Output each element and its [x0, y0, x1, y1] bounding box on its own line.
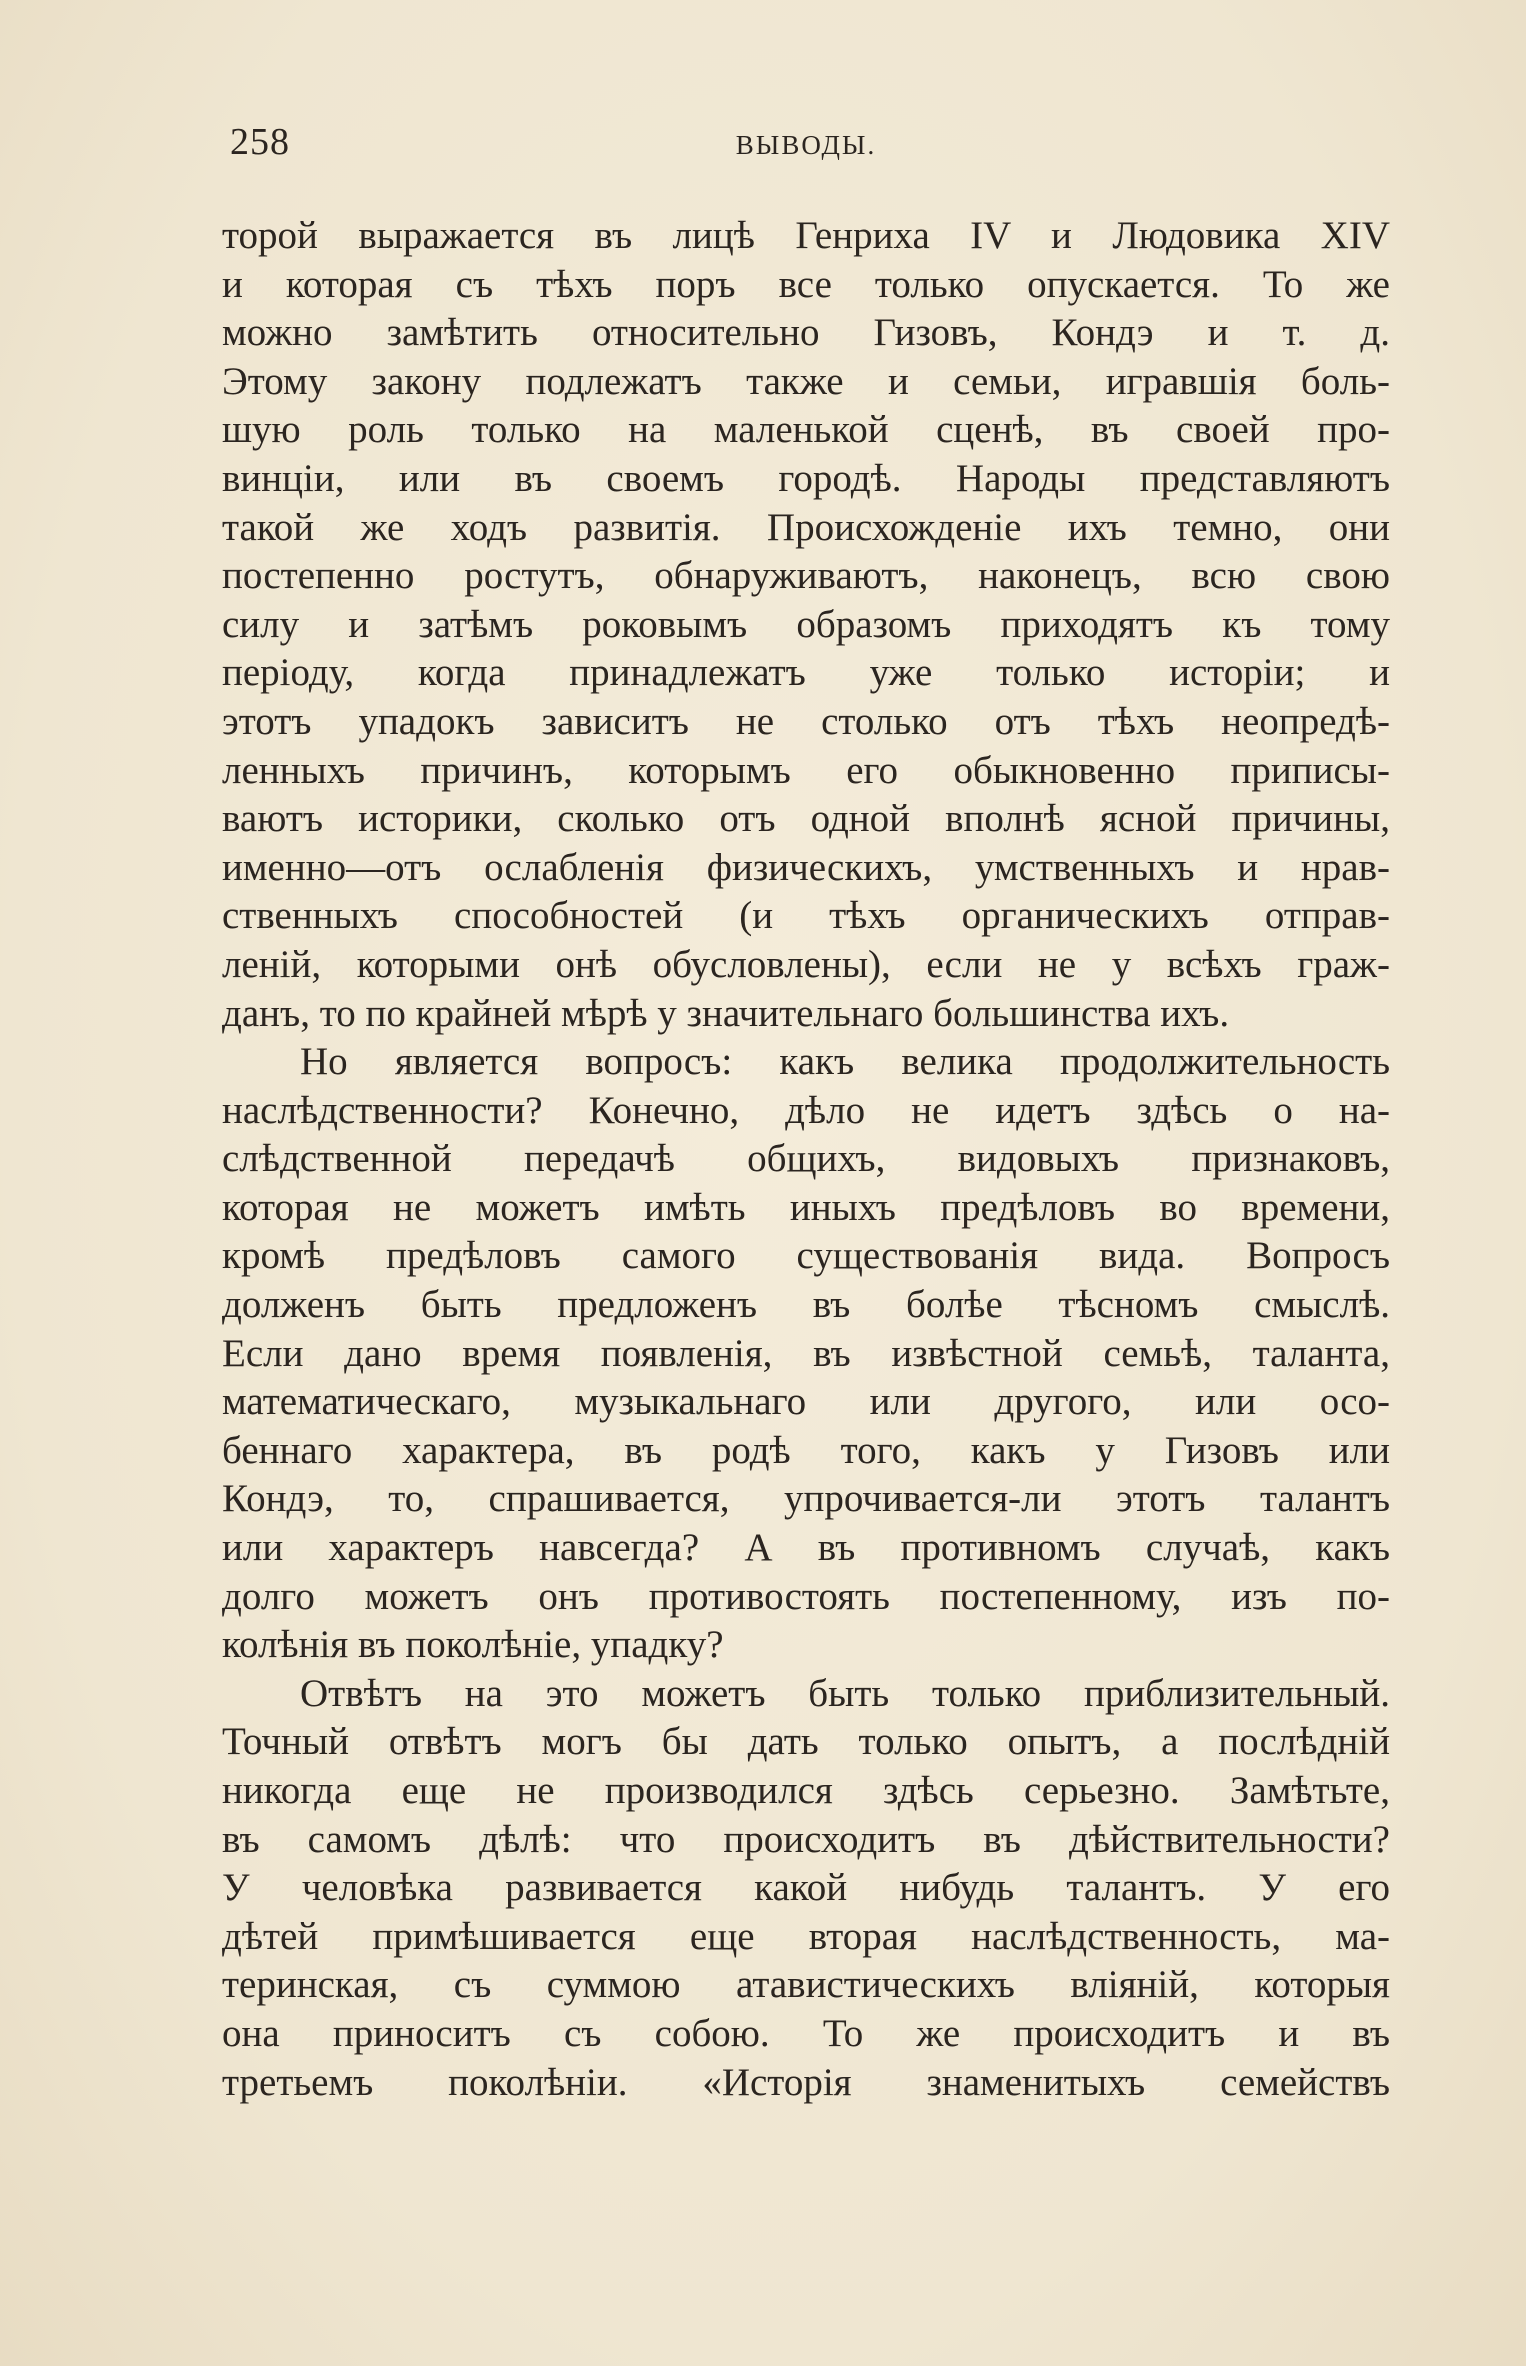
- text-line: ственныхъ способностей (и тѣхъ органическихъ отправ-: [222, 894, 1390, 938]
- text-line: теринская, съ суммою атавистическихъ вліяній, которыя: [222, 1963, 1390, 2007]
- body-text: [222, 212, 1390, 2107]
- text-line: долженъ быть предложенъ въ болѣе тѣсномъ смыслѣ.: [222, 1283, 1390, 1327]
- text-line: слѣдственной передачѣ общихъ, видовыхъ признаковъ,: [222, 1137, 1390, 1181]
- text-line: періоду, когда принадлежатъ уже только исторіи; и: [222, 651, 1390, 695]
- text-line: постепенно ростутъ, обнаруживаютъ, наконецъ, всю свою: [222, 554, 1390, 598]
- page-number: 258: [230, 121, 290, 163]
- running-title: ВЫВОДЫ.: [735, 130, 877, 160]
- page-header: [230, 120, 1382, 180]
- text-line: въ самомъ дѣлѣ: что происходитъ въ дѣйствительности?: [222, 1817, 1390, 1861]
- text-line: Кондэ, то, спрашивается, упрочивается-ли этотъ талантъ: [222, 1477, 1390, 1521]
- text-line: Отвѣтъ на это можетъ быть только приблизительный.: [300, 1671, 1390, 1715]
- text-line: У человѣка развивается какой нибудь талантъ. У его: [222, 1866, 1390, 1910]
- text-line: торой выражается въ лицѣ Генриха IV и Людовика XIV: [222, 214, 1390, 257]
- text-line: или характеръ навсегда? А въ противномъ случаѣ, какъ: [222, 1526, 1390, 1570]
- text-line: дѣтей примѣшивается еще вторая наслѣдственность, ма-: [222, 1914, 1390, 1958]
- text-line: Но является вопросъ: какъ велика продолжительность: [300, 1040, 1390, 1084]
- text-line: такой же ходъ развитія. Происхожденіе ихъ темно, они: [222, 505, 1390, 549]
- text-line: беннаго характера, въ родѣ того, какъ у Гизовъ или: [222, 1428, 1390, 1472]
- text-line: кромѣ предѣловъ самого существованія вида. Вопросъ: [222, 1234, 1390, 1278]
- text-line: математическаго, музыкальнаго или другого, или осо-: [222, 1380, 1390, 1424]
- text-line: винціи, или въ своемъ городѣ. Народы представляютъ: [222, 456, 1390, 500]
- text-line: и которая съ тѣхъ поръ все только опускается. То же: [222, 262, 1390, 306]
- text-line: ваютъ историки, сколько отъ одной вполнѣ ясной причины,: [222, 797, 1390, 841]
- text-line: Точный отвѣтъ могъ бы дать только опытъ, а послѣдній: [222, 1720, 1390, 1764]
- text-line: силу и затѣмъ роковымъ образомъ приходятъ къ тому: [222, 602, 1390, 646]
- text-line: которая не можетъ имѣть иныхъ предѣловъ во времени,: [222, 1185, 1390, 1229]
- text-line: ленныхъ причинъ, которымъ его обыкновенно приписы-: [222, 748, 1390, 792]
- text-line: именно—отъ ослабленія физическихъ, умственныхъ и нрав-: [222, 845, 1390, 889]
- text-line: она приноситъ съ собою. То же происходитъ и въ: [222, 2011, 1390, 2055]
- text-line: Этому закону подлежатъ также и семьи, игравшія боль-: [222, 359, 1390, 403]
- text-line: этотъ упадокъ зависитъ не столько отъ тѣхъ неопредѣ-: [222, 699, 1390, 743]
- text-line: долго можетъ онъ противостоять постепенному, изъ по-: [222, 1574, 1390, 1618]
- text-line: Если дано время появленія, въ извѣстной семьѣ, таланта,: [222, 1331, 1390, 1375]
- text-line: леній, которыми онѣ обусловлены), если не у всѣхъ граж-: [222, 942, 1390, 986]
- text-line: никогда еще не производился здѣсь серьезно. Замѣтьте,: [222, 1769, 1390, 1812]
- text-line: можно замѣтить относительно Гизовъ, Кондэ и т. д.: [222, 311, 1390, 355]
- text-line: наслѣдственности? Конечно, дѣло не идетъ здѣсь о на-: [222, 1088, 1390, 1132]
- text-line: третьемъ поколѣніи. «Исторія знаменитыхъ семействъ: [222, 2060, 1390, 2104]
- text-line: данъ, то по крайней мѣрѣ у значительнаго большинства ихъ.: [222, 991, 1230, 1035]
- text-line: колѣнія въ поколѣніе, упадку?: [222, 1623, 724, 1667]
- text-line: шую роль только на маленькой сценѣ, въ своей про-: [222, 408, 1390, 452]
